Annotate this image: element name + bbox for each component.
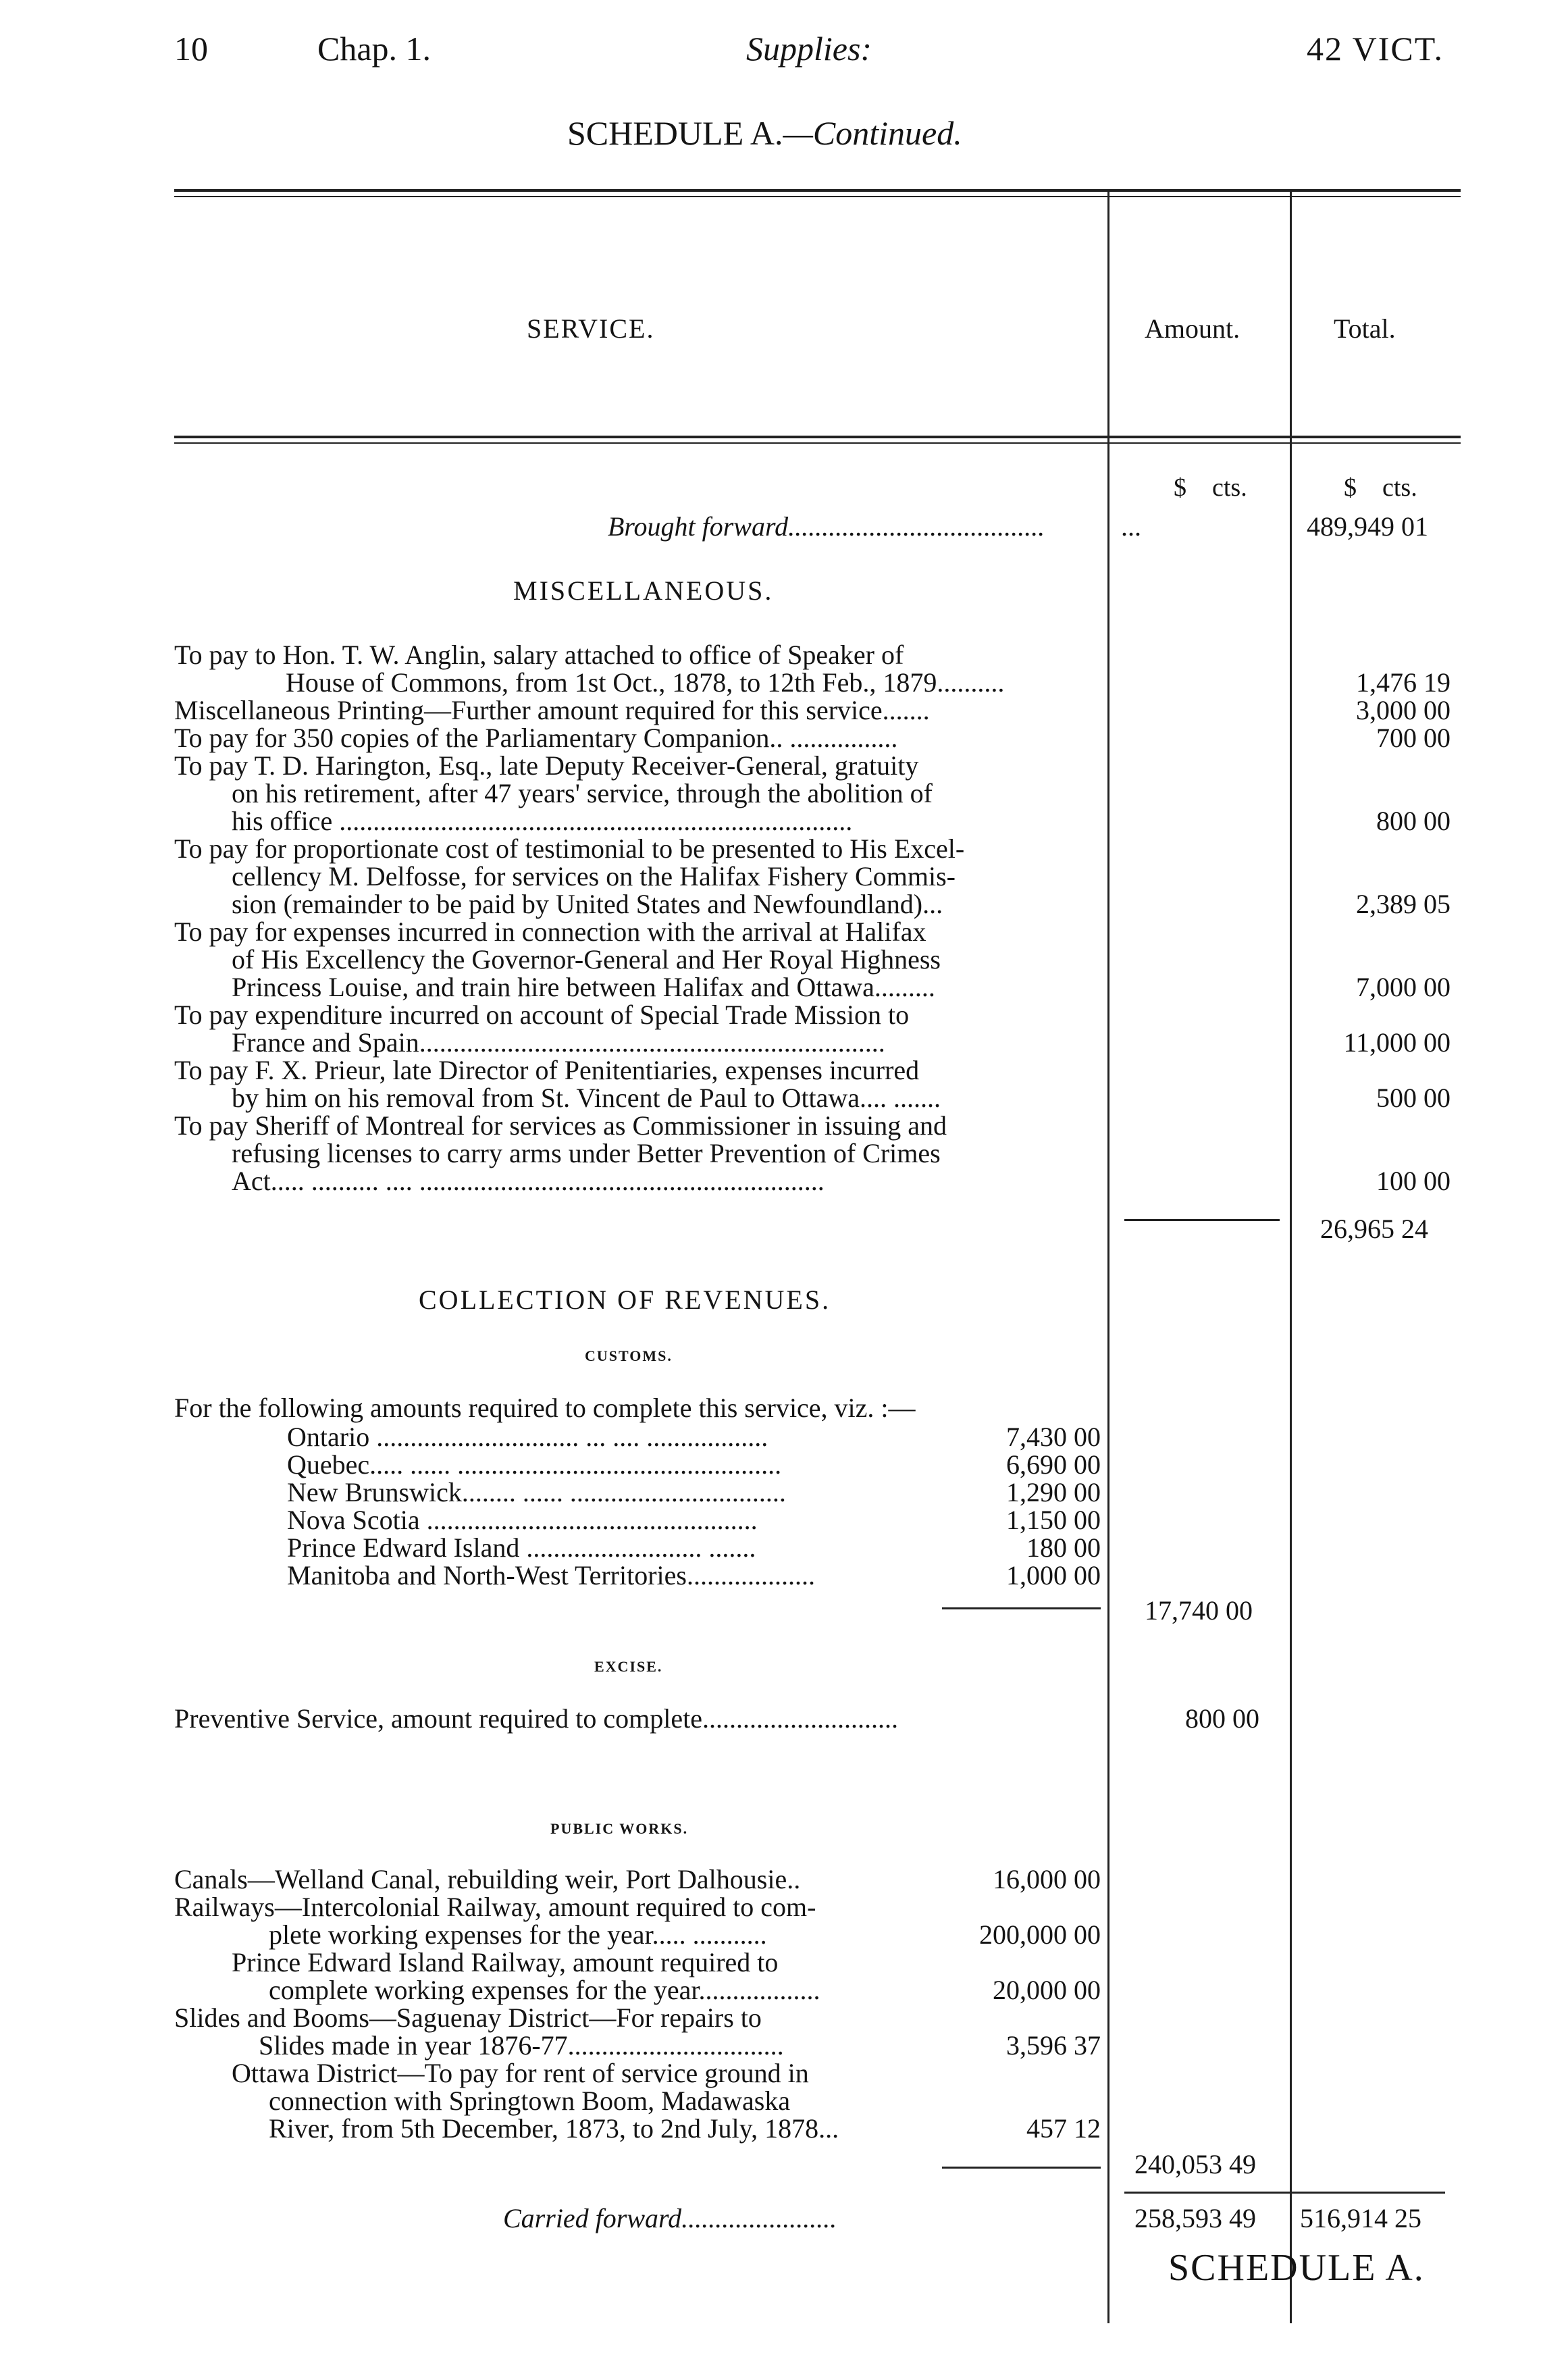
excise-text: Preventive Service, amount required to complete............................. (174, 1703, 898, 1734)
misc-line: his office ............................................................................ 800 00 (232, 806, 1451, 836)
misc-line: To pay to Hon. T. W. Anglin, salary attached to office of Speaker of (174, 640, 904, 670)
miscellaneous-total: 26,965 24 (1320, 1214, 1428, 1244)
public-works-heading: PUBLIC WORKS. (550, 1820, 689, 1837)
misc-line: To pay T. D. Harington, Esq., late Deputy Receiver-General, gratuity (174, 750, 919, 781)
customs-item: Quebec..... ...... ................................................ 6,690 00 (287, 1449, 1101, 1480)
column-divider-amount (1107, 189, 1109, 2323)
misc-line: To pay for proportionate cost of testimonial to be presented to His Excel- (174, 833, 965, 864)
public-works-total: 240,053 49 (1134, 2149, 1256, 2179)
customs-list (287, 1424, 1101, 1590)
carried-forward-label: Carried forward....................... (503, 2203, 837, 2233)
excise-amount: 800 00 (1185, 1703, 1259, 1734)
miscellaneous-heading: MISCELLANEOUS. (513, 575, 774, 606)
top-rule-thin (174, 196, 1461, 197)
footer-catchword: SCHEDULE A. (1168, 2247, 1425, 2289)
carried-forward-amount: 258,593 49 (1134, 2203, 1256, 2233)
column-heading-amount: Amount. (1145, 313, 1240, 344)
schedule-title: SCHEDULE A.—Continued. (567, 114, 962, 152)
customs-heading: CUSTOMS. (585, 1347, 673, 1364)
misc-line: To pay F. X. Prieur, late Director of Penitentiaries, expenses incurred (174, 1055, 920, 1085)
brought-forward-total: 489,949 01 (1307, 511, 1428, 542)
header-rule (174, 436, 1461, 438)
misc-line: refusing licenses to carry arms under Better Prevention of Crimes (232, 1138, 941, 1168)
miscellaneous-list (174, 642, 1451, 1195)
misc-subtotal-rule (1124, 1219, 1280, 1221)
public-works-item: Slides and Booms—Saguenay District—For repairs to (174, 2002, 762, 2033)
public-works-item: connection with Springtown Boom, Madawaska (269, 2086, 791, 2116)
misc-line: of His Excellency the Governor-General and Her Royal Highness (232, 944, 941, 975)
public-works-item: Ottawa District—To pay for rent of service ground in (232, 2058, 809, 2088)
misc-line: Miscellaneous Printing—Further amount required for this service....... 3,000 00 (174, 695, 1451, 725)
customs-item: Manitoba and North-West Territories................... 1,000 00 (287, 1560, 1101, 1590)
misc-line: Princess Louise, and train hire between Halifax and Ottawa......... 7,000 00 (232, 972, 1451, 1002)
public-works-item: Railways—Intercolonial Railway, amount required to com- (174, 1892, 816, 1922)
public-works-list (174, 1866, 1101, 2143)
customs-total: 17,740 00 (1145, 1595, 1253, 1626)
misc-line: sion (remainder to be paid by United States and Newfoundland)... 2,389 05 (232, 889, 1451, 919)
misc-line: House of Commons, from 1st Oct., 1878, to 12th Feb., 1879.......... 1,476 19 (286, 667, 1451, 698)
misc-line: cellency M. Delfosse, for services on the Halifax Fishery Commis- (232, 861, 956, 891)
brought-forward-amount: ... (1121, 511, 1141, 542)
misc-line: by him on his removal from St. Vincent de Paul to Ottawa.... ....... 500 00 (232, 1083, 1451, 1113)
public-works-item: Canals—Welland Canal, rebuilding weir, Port Dalhousie.. 16,000 00 (174, 1864, 1101, 1894)
public-works-item: complete working expenses for the year.................. 20,000 00 (269, 1975, 1101, 2005)
excise-heading: EXCISE. (594, 1658, 663, 1675)
customs-item: New Brunswick........ ...... ................................ 1,290 00 (287, 1477, 1101, 1507)
customs-intro: For the following amounts required to complete this service, viz. :— (174, 1393, 916, 1423)
top-rule (174, 189, 1461, 192)
public-works-item: Prince Edward Island Railway, amount required to (232, 1947, 779, 1977)
misc-line: Act..... .......... .... ............................................................ 100 00 (232, 1166, 1451, 1196)
customs-subtotal-rule (942, 1607, 1101, 1609)
page-number: 10 (174, 30, 208, 68)
column-divider-total (1290, 189, 1292, 2323)
misc-line: To pay Sheriff of Montreal for services as Commissioner in issuing and (174, 1110, 947, 1141)
customs-item: Prince Edward Island .......................... ....... 180 00 (287, 1532, 1101, 1563)
carried-forward-rule (1124, 2192, 1445, 2194)
misc-line: France and Spain..................................................................... 11,000 00 (232, 1027, 1451, 1058)
section-title: Supplies: (746, 30, 872, 68)
carried-forward-total: 516,914 25 (1300, 2203, 1421, 2233)
header-rule-thin (174, 442, 1461, 444)
public-works-subtotal-rule (942, 2167, 1101, 2169)
chapter-label: Chap. 1. (317, 30, 432, 68)
amount-units: $ cts. (1174, 473, 1247, 502)
volume-label: 42 VICT. (1307, 30, 1444, 68)
customs-item: Ontario .............................. ... .... .................. 7,430 00 (287, 1422, 1101, 1452)
collection-heading: COLLECTION OF REVENUES. (419, 1285, 831, 1315)
column-heading-total: Total. (1334, 313, 1396, 344)
public-works-item: plete working expenses for the year..... ........... 200,000 00 (269, 1919, 1101, 1950)
brought-forward-label: Brought forward...................................... (608, 511, 1045, 542)
misc-line: To pay for expenses incurred in connection with the arrival at Halifax (174, 916, 926, 947)
customs-item: Nova Scotia ................................................. 1,150 00 (287, 1505, 1101, 1535)
misc-line: To pay expenditure incurred on account of Special Trade Mission to (174, 1000, 910, 1030)
misc-line: on his retirement, after 47 years' service, through the abolition of (232, 778, 933, 808)
total-units: $ cts. (1344, 473, 1417, 502)
public-works-item: River, from 5th December, 1873, to 2nd July, 1878... 457 12 (269, 2113, 1101, 2144)
column-heading-service: SERVICE. (527, 313, 655, 344)
misc-line: To pay for 350 copies of the Parliamentary Companion.. ................ 700 00 (174, 723, 1451, 753)
public-works-item: Slides made in year 1876-77................................ 3,596 37 (259, 2030, 1101, 2061)
